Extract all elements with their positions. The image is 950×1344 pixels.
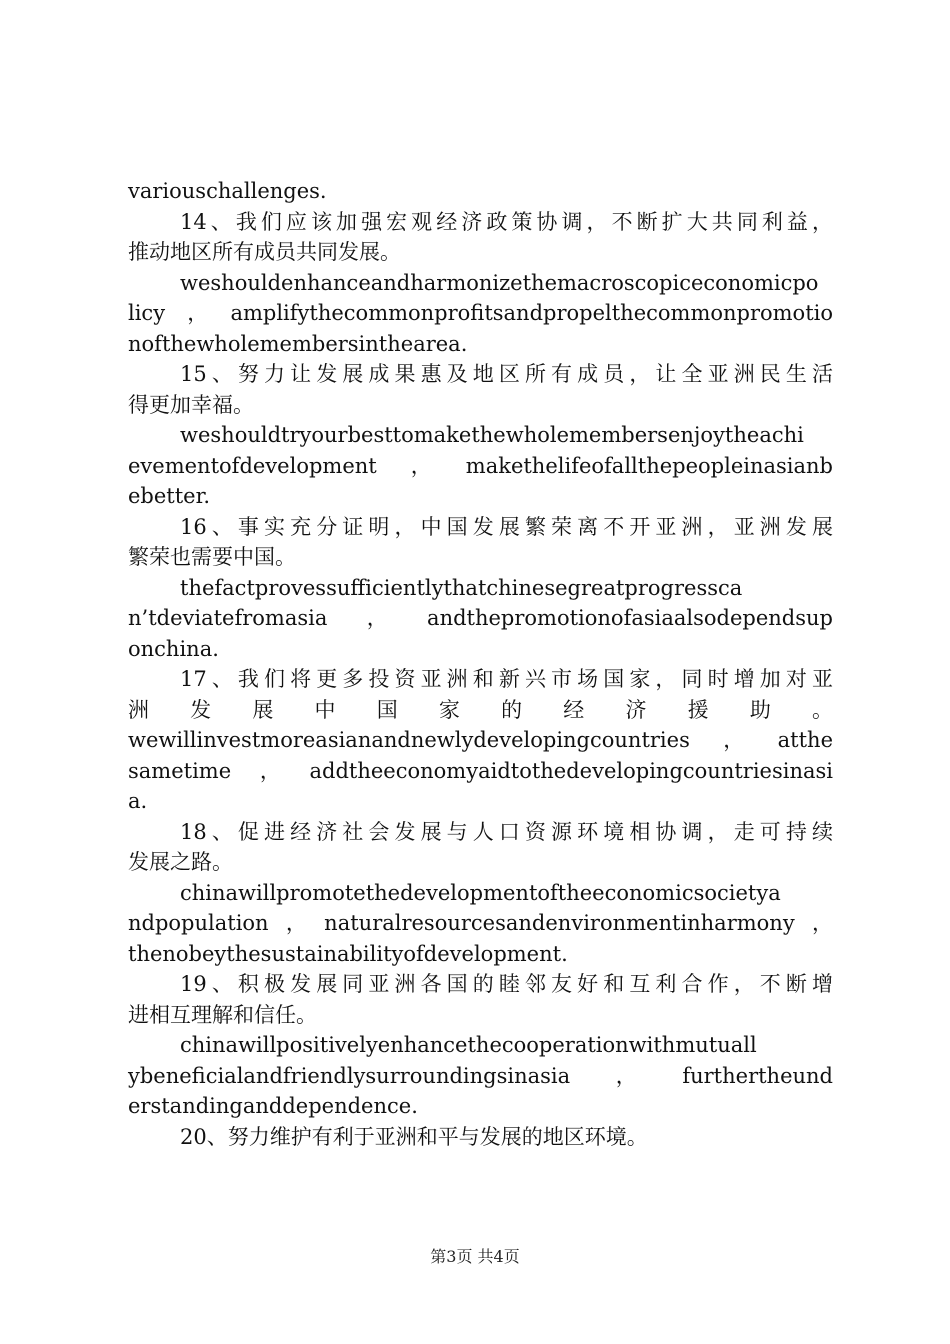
text-line: licy，amplifythecommonprofitsandpropelthecommonpromotio: [128, 301, 833, 325]
text-line: weshouldenhanceandharmonizethemacroscopiceconomicpo: [180, 270, 819, 295]
text-line: n’tdeviatefromasia，andthepromotionofasiaalsodependsup: [128, 606, 833, 630]
text-line: nofthewholemembersinthearea.: [128, 331, 468, 356]
text-line: thenobeythesustainabilityofdevelopment.: [128, 941, 568, 966]
text-line: thefactprovessufficientlythatchinesegreatprogressca: [180, 575, 743, 600]
text-line: 16、事实充分证明，中国发展繁荣离不开亚洲，亚洲发展: [180, 514, 833, 539]
text-line: sametime，addtheeconomyaidtothedevelopingcountriesinasi: [128, 758, 833, 783]
text-line: ndpopulation，naturalresourcesandenvironmentinharmony，: [128, 911, 833, 935]
text-line: chinawillpositivelyenhancethecooperationwithmutuall: [180, 1033, 757, 1057]
text-line: a.: [128, 789, 148, 813]
text-line: ybeneficialandfriendlysurroundingsinasia，furthertheund: [128, 1063, 833, 1088]
text-line: 发展之路。: [128, 850, 233, 874]
text-line: 14、我们应该加强宏观经济政策协调，不断扩大共同利益，: [180, 209, 833, 234]
text-line: 18、促进经济社会发展与人口资源环境相协调，走可持续: [180, 819, 833, 844]
text-line: variouschallenges.: [128, 179, 327, 203]
page-footer: 第3页 共4页: [430, 1247, 520, 1266]
text-line: onchina.: [128, 636, 219, 661]
text-line: evementofdevelopment，makethelifeofallthepeopleinasianb: [128, 453, 833, 478]
text-line: 得更加幸福。: [128, 392, 254, 417]
text-line: 洲发展中国家的经济援助。: [128, 697, 833, 722]
text-line: ebetter.: [128, 484, 211, 508]
text-line: wewillinvestmoreasianandnewlydevelopingcountries，atthe: [128, 728, 833, 752]
text-line: erstandinganddependence.: [128, 1094, 418, 1118]
text-line: chinawillpromotethedevelopmentoftheeconomicsocietya: [180, 880, 781, 905]
text-line: 繁荣也需要中国。: [128, 545, 296, 569]
text-line: 15、努力让发展成果惠及地区所有成员，让全亚洲民生活: [180, 362, 833, 386]
text-line: 19、积极发展同亚洲各国的睦邻友好和互利合作，不断增: [180, 972, 833, 996]
text-line: 20、努力维护有利于亚洲和平与发展的地区环境。: [180, 1124, 648, 1149]
text-line: weshouldtryourbesttomakethewholemembersenjoytheachi: [180, 423, 804, 447]
document-body: [128, 176, 833, 1152]
text-line: 17、我们将更多投资亚洲和新兴市场国家，同时增加对亚: [180, 667, 833, 691]
text-line: 推动地区所有成员共同发展。: [128, 240, 401, 264]
text-line: 进相互理解和信任。: [128, 1002, 317, 1027]
